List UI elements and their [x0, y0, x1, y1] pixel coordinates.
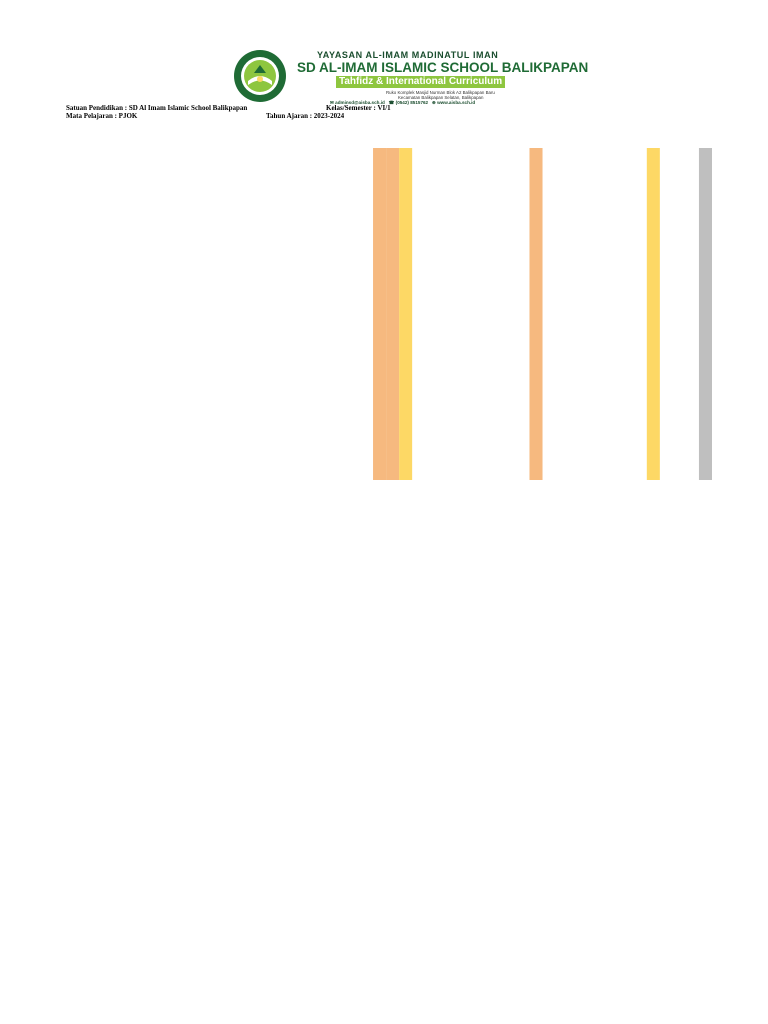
phone-icon: ☎: [388, 100, 395, 105]
kelas-semester: Kelas/Semester : VI/1: [326, 104, 391, 112]
web-icon: ⊕: [431, 100, 436, 105]
calendar-week-column: [529, 148, 542, 480]
address-line-2: Kecamatan Balikpapan Selatan, Balikpapan: [398, 95, 484, 100]
satuan-pendidikan: Satuan Pendidikan : SD Al Imam Islamic School Balikpapan: [66, 104, 248, 112]
email-text: adminsd@aisba.sch.id: [335, 100, 385, 105]
calendar-week-column: [386, 148, 399, 480]
mata-pelajaran: Mata Pelajaran : PJOK: [66, 112, 138, 120]
email-icon: ✉: [330, 100, 334, 105]
calendar-week-column: [373, 148, 386, 480]
calendar-week-column: [647, 148, 660, 480]
school-name: SD AL-IMAM ISLAMIC SCHOOL BALIKPAPAN: [297, 60, 589, 75]
school-tagline: Tahfidz & International Curriculum: [336, 76, 505, 88]
org-name: YAYASAN AL-IMAM MADINATUL IMAN: [317, 50, 499, 60]
address-line-1: Ruko Komplek Masjid Nurman Blok A2 Balikpapan Baru: [386, 90, 495, 95]
calendar-week-column: [699, 148, 712, 480]
phone-text: (0542) 8515762: [395, 100, 429, 105]
calendar-week-column: [399, 148, 412, 480]
tahun-ajaran: Tahun Ajaran : 2023-2024: [266, 112, 345, 120]
web-text: www.aisba.sch.id: [437, 100, 476, 105]
